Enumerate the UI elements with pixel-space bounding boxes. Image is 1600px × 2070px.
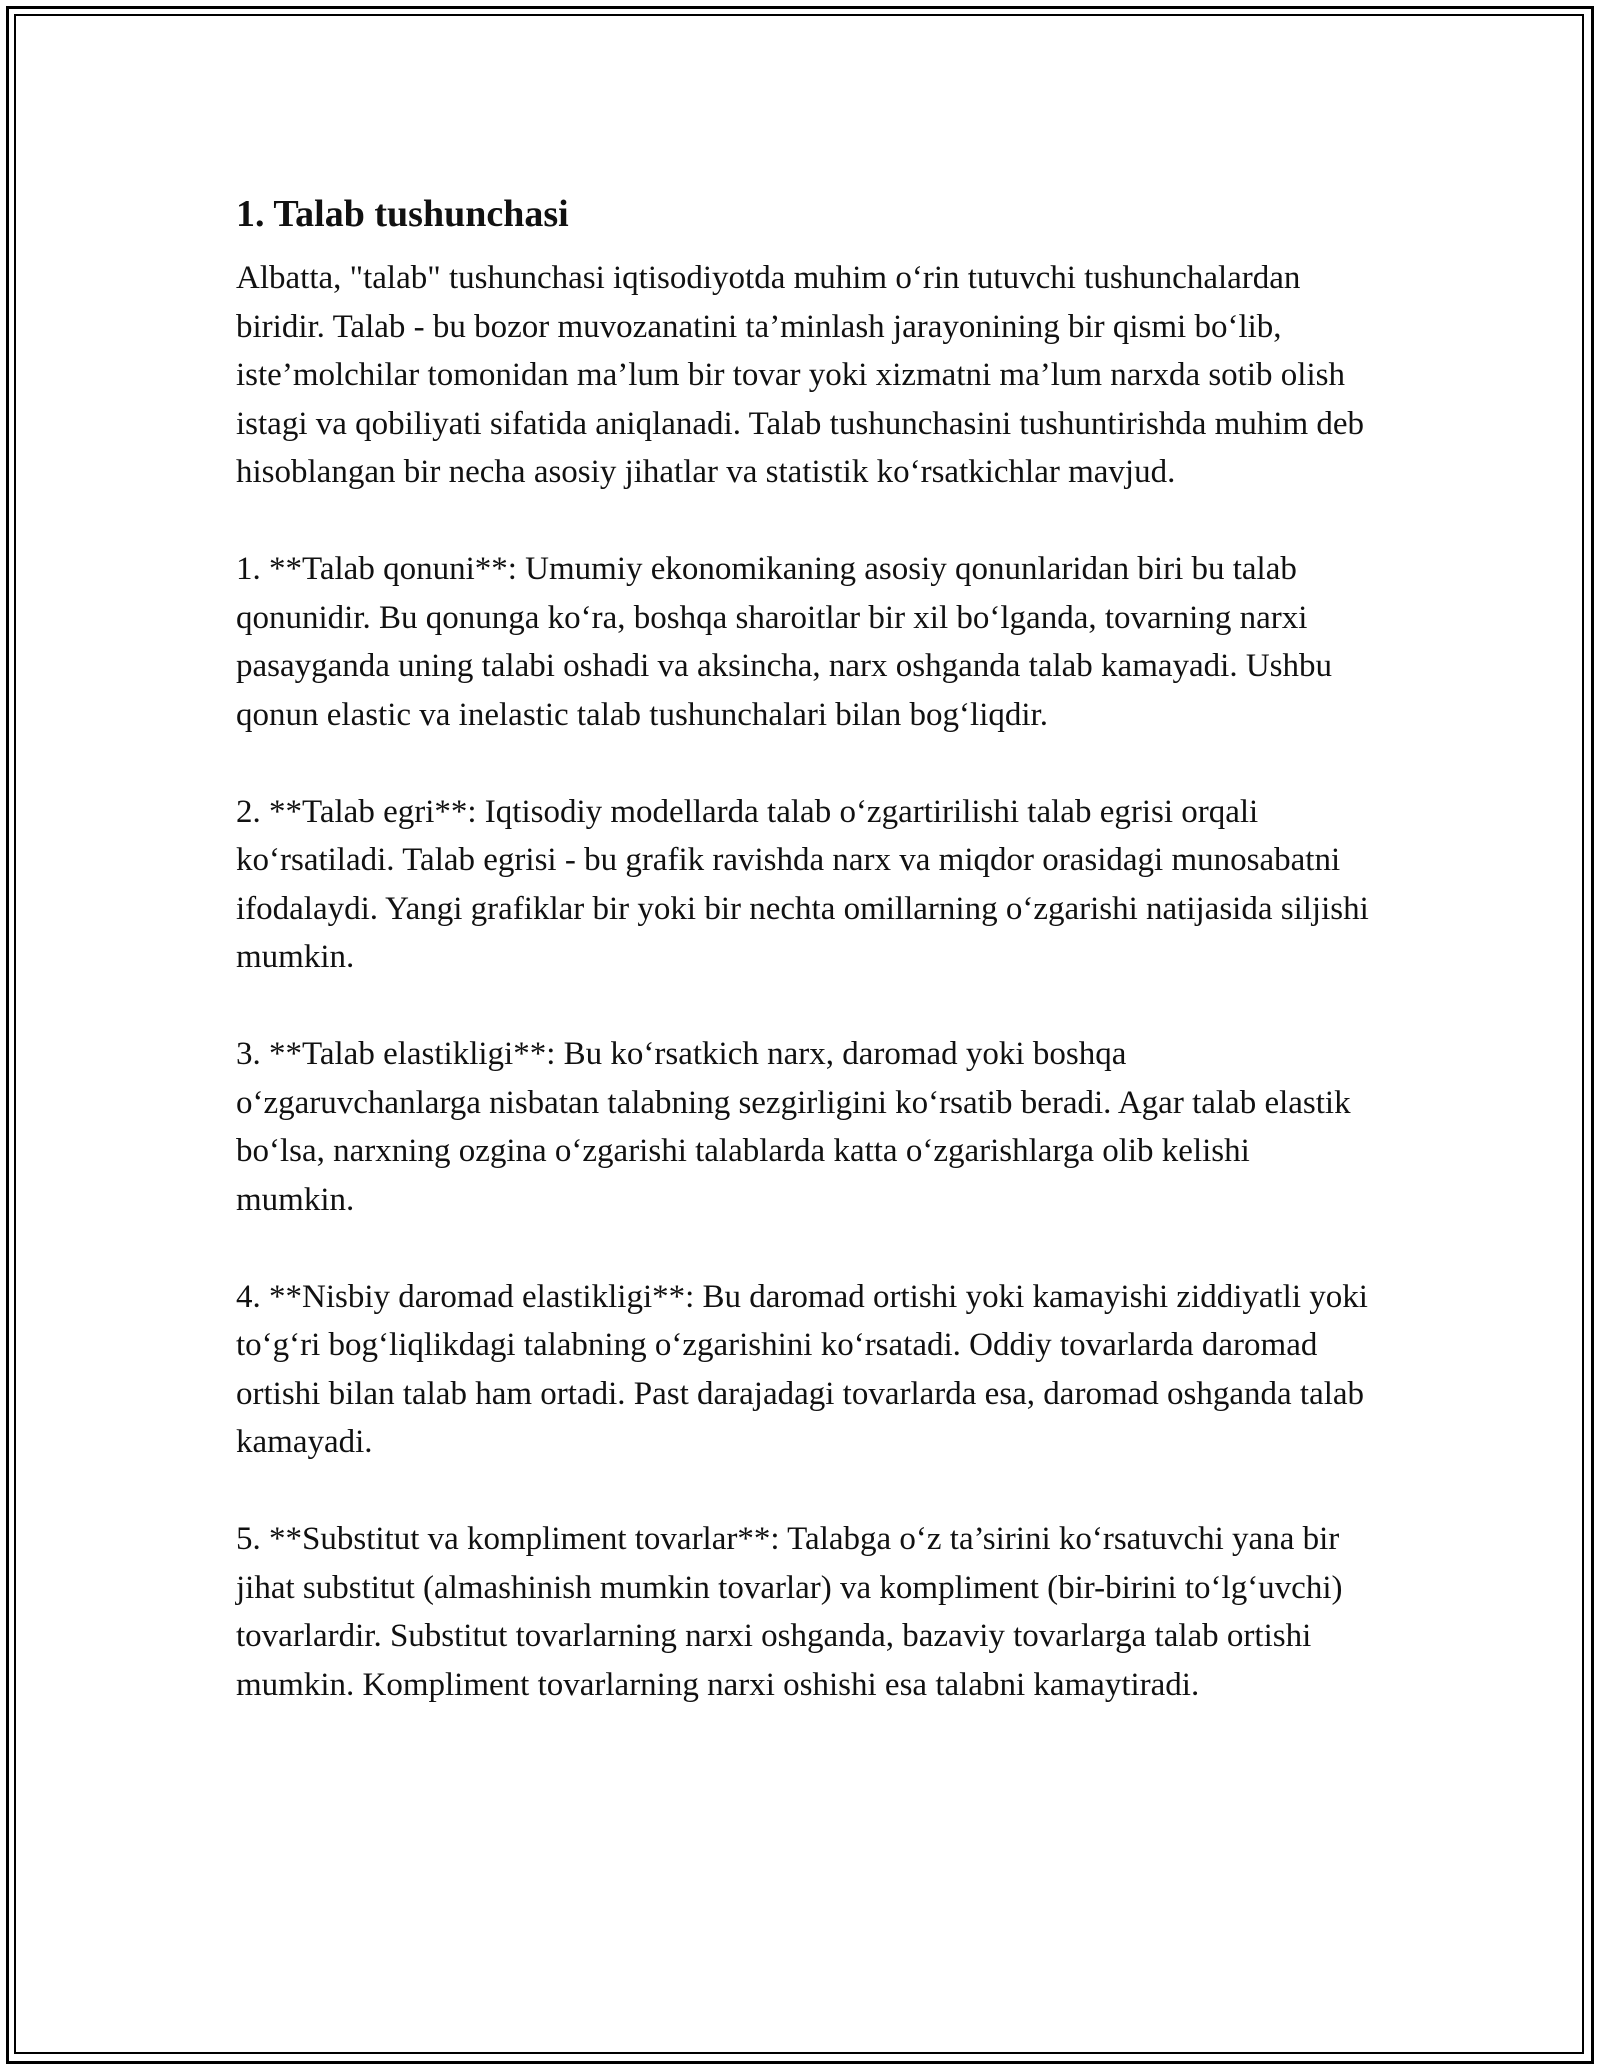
section-title: 1. Talab tushunchasi	[236, 193, 569, 235]
paragraph-substitut-kompliment: 5. **Substitut va kompliment tovarlar**: Talabga o‘z ta’sirini ko‘rsatuvchi yana bir jihat substitut (almashinish mumkin tovarlar) va kompliment (bir-birini to‘lg‘uvchi) tovarlardir. Substitut tovarlarning narxi oshganda, bazaviy tovarlarga talab ortishi mumkin. Kompliment tovarlarning narxi oshishi esa talabni kamaytiradi.	[236, 1521, 1343, 1703]
paragraph-talab-qonuni: 1. **Talab qonuni**: Umumiy ekonomikaning asosiy qonunlaridan biri bu talab qonunidir. Bu qonunga ko‘ra, boshqa sharoitlar bir xil bo‘lganda, tovarning narxi pasayganda uning talabi oshadi va aksincha, narx oshganda talab kamayadi. Ushbu qonun elastic va inelastic talab tushunchalari bilan bog‘liqdir.	[236, 551, 1333, 733]
intro-paragraph: Albatta, "talab" tushunchasi iqtisodiyotda muhim o‘rin tutuvchi tushunchalardan biridir. Talab - bu bozor muvozanatini ta’minlash jarayonining bir qismi bo‘lib, iste’molchilar tomonidan ma’lum bir tovar yoki xizmatni ma’lum narxda sotib olish istagi va qobiliyati sifatida aniqlanadi. Talab tushunchasini tushuntirishda muhim deb hisoblangan bir necha asosiy jihatlar va statistik ko‘rsatkichlar mavjud.	[236, 260, 1365, 490]
paragraph-talab-egri: 2. **Talab egri**: Iqtisodiy modellarda talab o‘zgartirilishi talab egrisi orqali ko‘rsatiladi. Talab egrisi - bu grafik ravishda narx va miqdor orasidagi munosabatni ifodalaydi. Yangi grafiklar bir yoki bir nechta omillarning o‘zgarishi natijasida siljishi mumkin.	[236, 793, 1369, 975]
document-body	[236, 186, 1376, 1758]
paragraph-talab-elastikligi: 3. **Talab elastikligi**: Bu ko‘rsatkich narx, daromad yoki boshqa o‘zgaruvchanlarga nisbatan talabning sezgirligini ko‘rsatib beradi. Agar talab elastik bo‘lsa, narxning ozgina o‘zgarishi talablarda katta o‘zgarishlarga olib kelishi mumkin.	[236, 1036, 1351, 1218]
paragraph-daromad-elastikligi: 4. **Nisbiy daromad elastikligi**: Bu daromad ortishi yoki kamayishi ziddiyatli yoki to‘g‘ri bog‘liqlikdagi talabning o‘zgarishini ko‘rsatadi. Oddiy tovarlarda daromad ortishi bilan talab ham ortadi. Past darajadagi tovarlarda esa, daromad oshganda talab kamayadi.	[236, 1278, 1368, 1460]
